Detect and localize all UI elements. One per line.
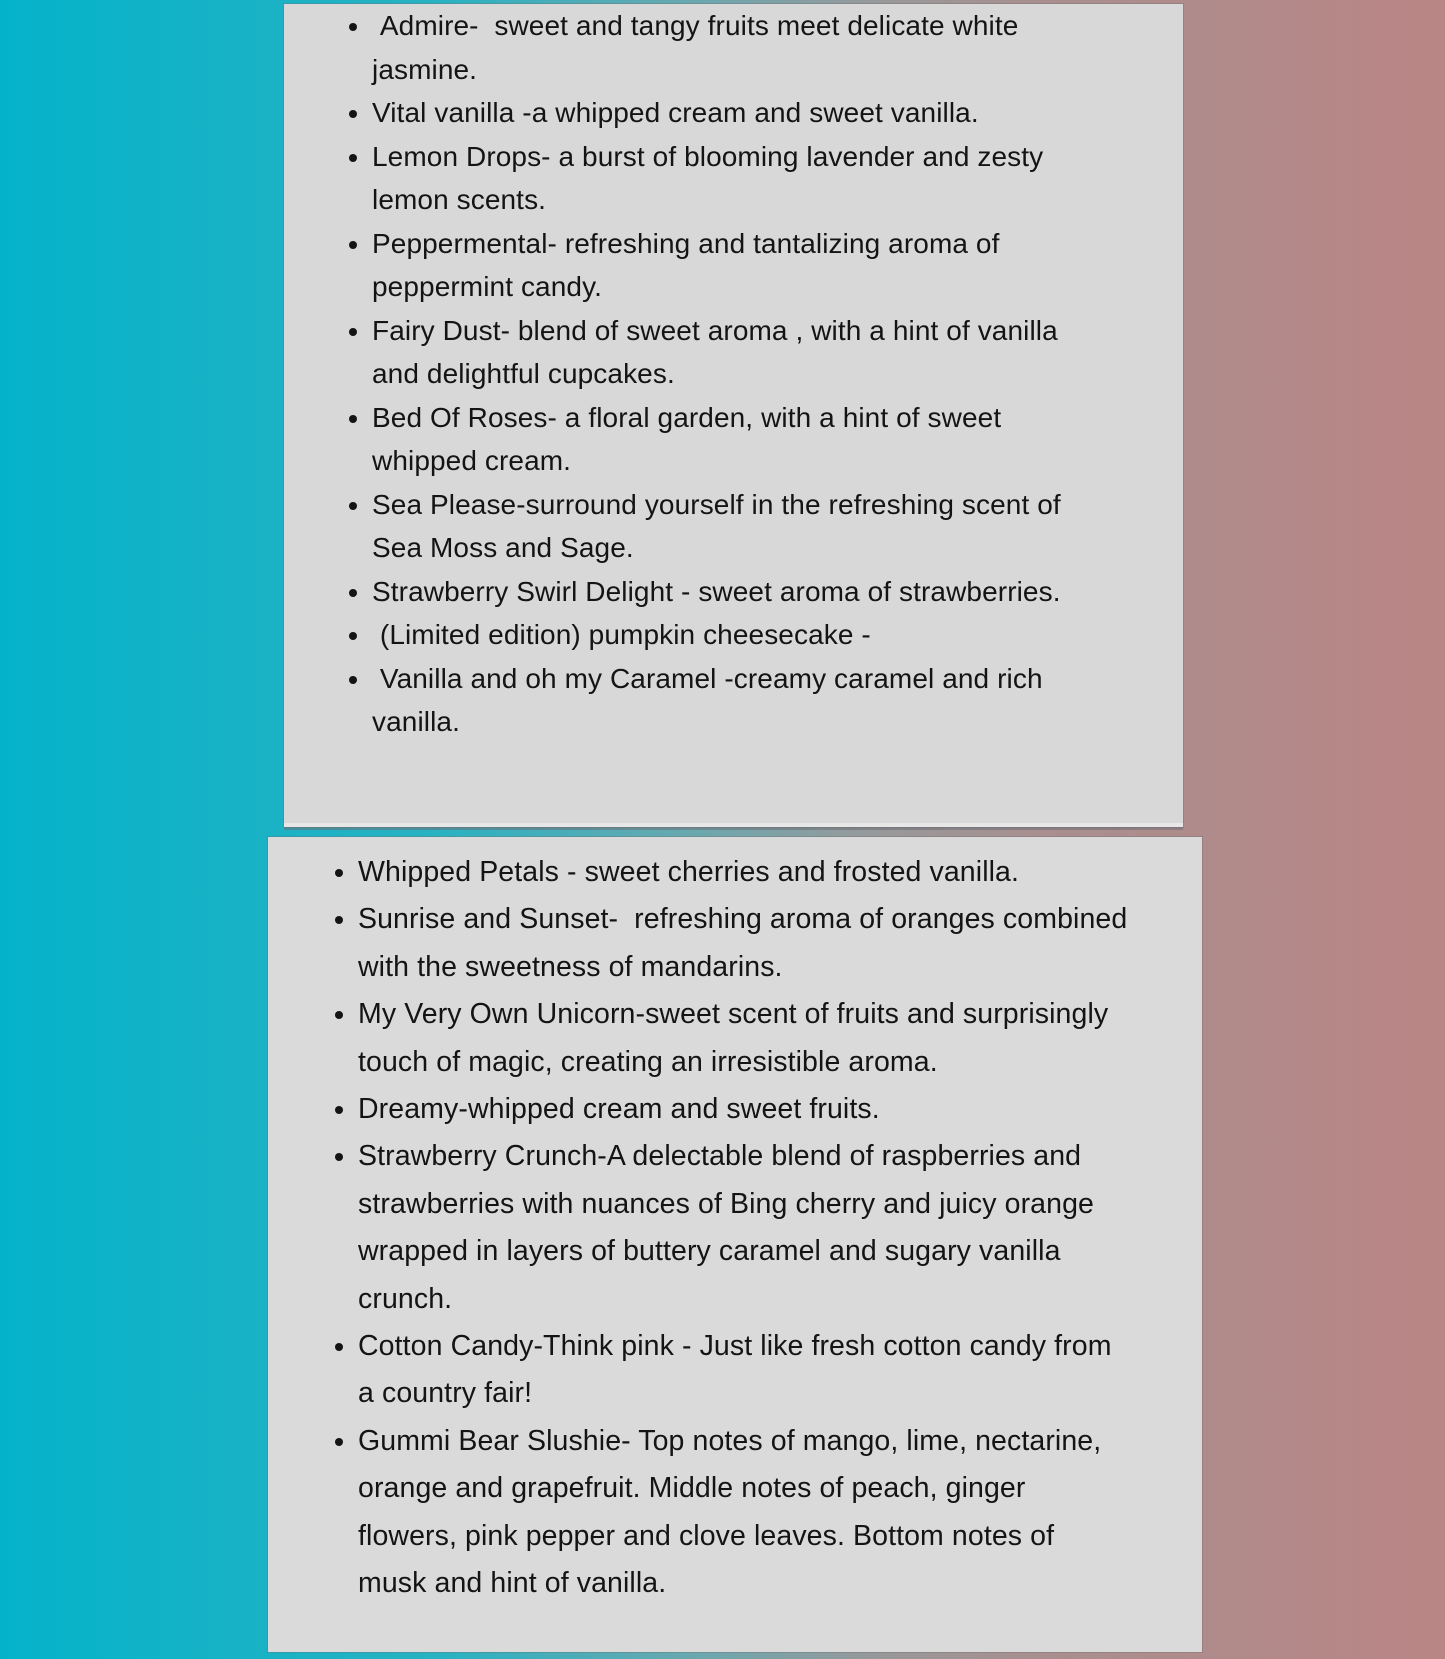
- scent-list-item: • Bed Of Roses- a floral garden, with a hint of sweet whipped cream.: [372, 396, 1103, 483]
- scent-list-top: [284, 4, 1183, 744]
- scent-list-item: • Peppermental- refreshing and tantalizing aroma of peppermint candy.: [372, 222, 1103, 309]
- scent-list-item: • Whipped Petals - sweet cherries and frosted vanilla.: [358, 849, 1128, 896]
- scent-list-panel-bottom: [268, 837, 1202, 1652]
- scent-list-item: • Dreamy-whipped cream and sweet fruits.: [358, 1086, 1128, 1133]
- scent-list-item: • Admire- sweet and tangy fruits meet delicate white jasmine.: [372, 4, 1103, 91]
- scent-list-item: • My Very Own Unicorn-sweet scent of fruits and surprisingly touch of magic, creating an irresistible aroma.: [358, 991, 1128, 1086]
- scent-list-panel-top: [284, 4, 1183, 827]
- scent-list-item: • Vital vanilla -a whipped cream and sweet vanilla.: [372, 91, 1103, 135]
- scent-list-item: • Cotton Candy-Think pink - Just like fresh cotton candy from a country fair!: [358, 1323, 1128, 1418]
- scent-list-item: • Strawberry Crunch-A delectable blend of raspberries and strawberries with nuances of Bing cherry and juicy orange wrapped in layers of buttery caramel and sugary vanilla crunch.: [358, 1133, 1128, 1323]
- scent-list-item: • Lemon Drops- a burst of blooming lavender and zesty lemon scents.: [372, 135, 1103, 222]
- scent-list-item: • Vanilla and oh my Caramel -creamy caramel and rich vanilla.: [372, 657, 1103, 744]
- scent-list-item: • Gummi Bear Slushie- Top notes of mango, lime, nectarine, orange and grapefruit. Middle notes of peach, ginger flowers, pink pepper and clove leaves. Bottom notes of musk and hint of vanilla.: [358, 1418, 1128, 1608]
- scent-list-item: • (Limited edition) pumpkin cheesecake -: [372, 613, 1103, 657]
- scent-list-item: • Sea Please-surround yourself in the refreshing scent of Sea Moss and Sage.: [372, 483, 1103, 570]
- scent-list-item: • Sunrise and Sunset- refreshing aroma of oranges combined with the sweetness of mandarins.: [358, 896, 1128, 991]
- scent-list-bottom: [268, 837, 1202, 1608]
- scent-list-item: • Strawberry Swirl Delight - sweet aroma of strawberries.: [372, 570, 1103, 614]
- scent-list-item: • Fairy Dust- blend of sweet aroma , with a hint of vanilla and delightful cupcakes.: [372, 309, 1103, 396]
